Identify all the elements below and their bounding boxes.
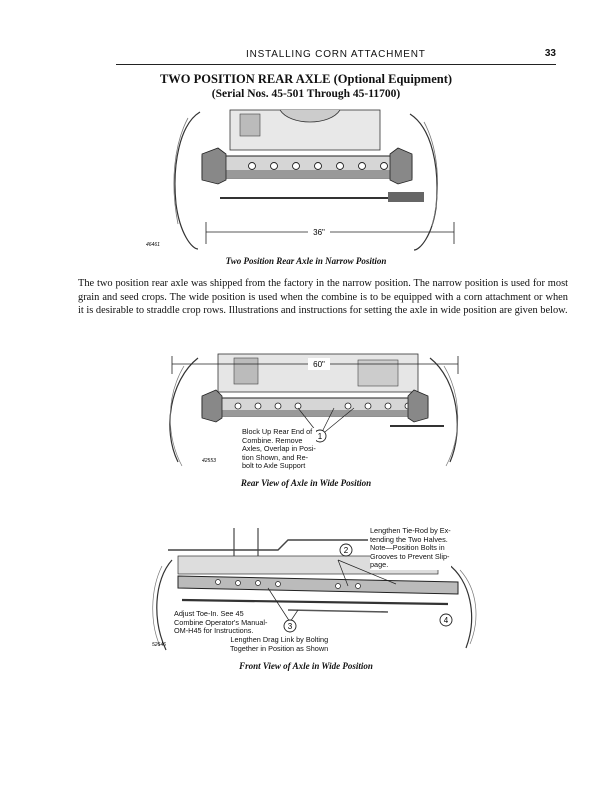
figure-caption: Rear View of Axle in Wide Position: [240, 478, 372, 488]
dimension-label: 36": [313, 228, 325, 237]
callout-2-text: Lengthen Tie-Rod by Ex- tending the Two Halves. Note—Position Bolts in Grooves to Prevent Slip- page.: [370, 526, 451, 570]
body-paragraph: The two position rear axle was shipped from the factory in the narrow position. The narrow position is used for most grain and seed crops. The wide position is used when the combine is to be equipped with a corn attachment or when it is desirable to straddle crop rows. Illustrations and instructions for setting the axle in wide position are given below.: [78, 278, 568, 317]
running-header: [116, 46, 556, 65]
figure-caption: Two Position Rear Axle in Narrow Position: [225, 256, 387, 266]
callout-3-text: Adjust Toe-In. See 45 Combine Operator's Manual- OM-H45 for Instructions.: [174, 609, 268, 636]
callout-4-number: 4: [443, 616, 449, 625]
title-main: TWO POSITION REAR AXLE: [159, 72, 331, 86]
figure-number: 46461: [146, 242, 160, 248]
figure-number: 42553: [202, 458, 216, 464]
dimension-label: 60": [313, 360, 325, 369]
callout-3b-text: Lengthen Drag Link by Bolting Together in Position as Shown: [230, 635, 329, 653]
serial-subtitle: (Serial Nos. 45-501 Through 45-11700): [211, 88, 401, 100]
figure-number: 52646: [152, 642, 166, 648]
page-number: 33: [544, 48, 556, 59]
callout-1-number: 1: [317, 432, 323, 441]
figure-narrow-axle: [140, 104, 470, 252]
title-suffix: (Optional Equipment): [330, 72, 453, 86]
section-title: INSTALLING CORN ATTACHMENT: [246, 49, 426, 60]
callout-2-number: 2: [343, 546, 349, 555]
figure-caption: Front View of Axle in Wide Position: [239, 661, 373, 671]
page-title: [0, 72, 612, 87]
callout-1-text: Block Up Rear End of Combine. Remove Axles, Overlap in Posi- tion Shown, and Re- bolt to Axle Support: [242, 427, 316, 471]
callout-3-number: 3: [287, 622, 293, 631]
